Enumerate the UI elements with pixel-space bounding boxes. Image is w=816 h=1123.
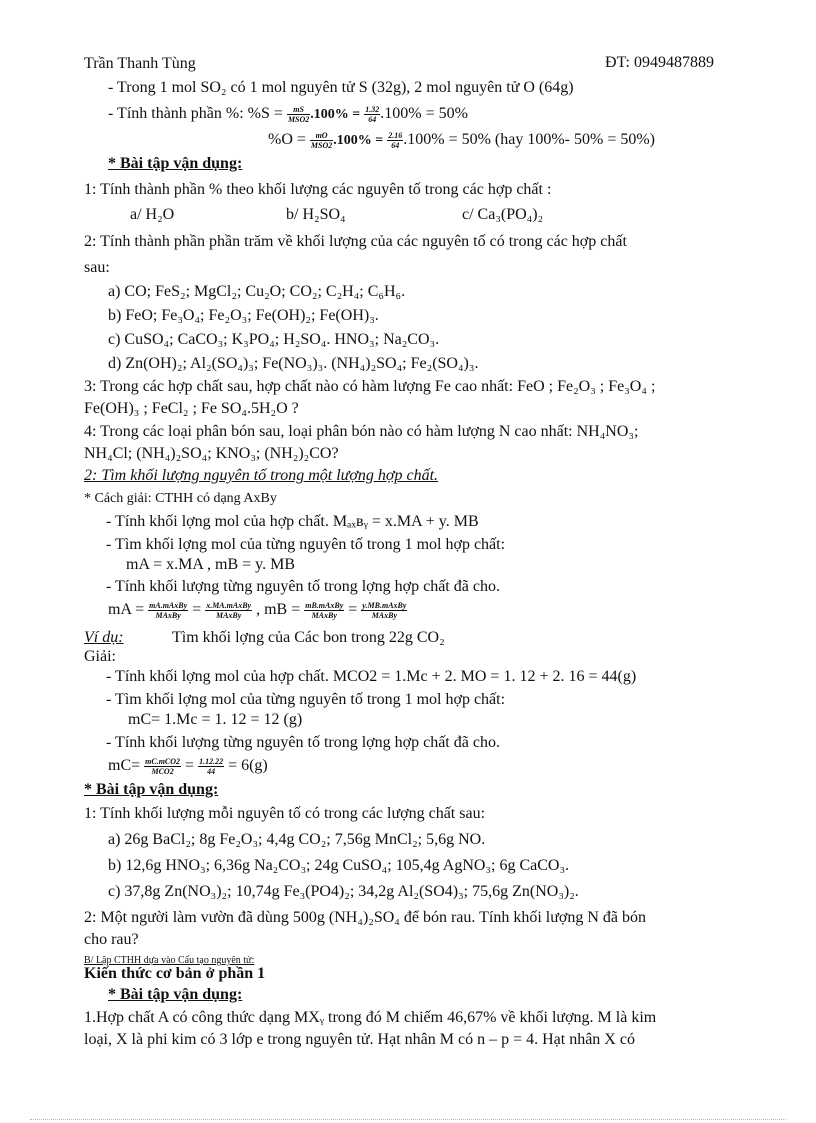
fraction-ma-2: $\frac{\text{x.MA.mAxBy}}{\text{MAxBy}}$ (206, 600, 252, 620)
fraction-s-value: $\frac{1.32}{64}$ (365, 104, 380, 124)
exercise-2-question-2-line-2: cho rau? (84, 931, 139, 948)
example-text: Tìm khối lợng của Các bon trong 22g CO₂ (172, 629, 445, 646)
fraction-s: $\frac{mS}{\text{MSO2}}$ (287, 104, 310, 124)
exercise-2-item: c) 37,8g Zn(NO₃)₂; 10,74g Fe₃(PO4)₂; 34,2g Al₂(SO4)₃; 75,6g Zn(NO₃)₂. (108, 883, 579, 900)
question-2-item: d) Zn(OH)₂; Al₂(SO₄)₃; Fe(NO₃)₃. (NH₄)₂SO₄; Fe₂(SO₄)₃. (108, 355, 479, 372)
question-1c: c/ Ca₃(PO₄)₂ (462, 206, 544, 223)
exercise-heading-1: * Bài tập vận dụng: (108, 155, 243, 172)
question-3-line-1: 3: Trong các hợp chất sau, hợp chất nào có hàm lượng Fe cao nhất: FeO ; Fe₂O₃ ; Fe₃O₄ ; (84, 378, 656, 395)
exercise-2-item: a) 26g BaCl₂; 8g Fe₂O₃; 4,4g CO₂; 7,56g MnCl₂; 5,6g NO. (108, 831, 486, 848)
question-2-line-1: 2: Tính thành phần phần trăm về khối lượng của các nguyên tố có trong các hợp chất (84, 233, 627, 250)
fraction-o-value: $\frac{2.16}{64}$ (388, 130, 403, 150)
fraction-mc-1: $\frac{\text{mC.mCO2}}{\text{MCO2}}$ (145, 756, 181, 776)
question-2-line-2: sau: (84, 259, 110, 276)
section-b-problem-line-1: 1.Hợp chất A có công thức dạng MXᵧ trong đó M chiếm 46,67% về khối lượng. M là kim (84, 1009, 657, 1026)
question-3-line-2: Fe(OH)₃ ; FeCl₂ ; Fe SO₄.5H₂O ? (84, 400, 299, 417)
question-1b: b/ H₂SO₄ (286, 206, 346, 223)
fraction-ma-1: $\frac{\text{mA.mAxBy}}{\text{MAxBy}}$ (149, 600, 188, 620)
intro-line-2: - Tính thành phần %: %S = $\frac{mS}{\text{MSO2}}$ .100% = $\frac{1.32}{64}$ .100% = 50% (108, 104, 468, 124)
exercise-heading-3: * Bài tập vận dụng: (108, 986, 243, 1003)
exercise-2-question-1: 1: Tính khối lượng mỗi nguyên tố có trong các lượng chất sau: (84, 805, 486, 822)
method-step-1: - Tính khối lợng mol của hợp chất. Mₐₓʙᵧ = x.MA + y. MB (106, 513, 479, 530)
method-step-4: - Tính khối lượng từng nguyên tố trong lợng hợp chất đã cho. (106, 578, 500, 595)
section-b-problem-line-2: loại, X là phi kim có 3 lớp e trong nguyên tử. Hạt nhân M có n – p = 4. Hạt nhân X có (84, 1031, 635, 1048)
question-1: 1: Tính thành phần % theo khối lượng các nguyên tố trong các hợp chất : (84, 181, 552, 198)
solution-step-2: - Tìm khối lợng mol của từng nguyên tố trong 1 mol hợp chất: (106, 691, 506, 708)
solution-step-4: - Tính khối lượng từng nguyên tố trong lợng hợp chất đã cho. (106, 734, 500, 751)
question-4-line-1: 4: Trong các loại phân bón sau, loại phân bón nào có hàm lượng N cao nhất: NH₄NO₃; (84, 423, 639, 440)
fraction-mb-2: $\frac{\text{y.MB.mAxBy}}{\text{MAxBy}}$ (362, 600, 407, 620)
solution-formula: mC= $\frac{\text{mC.mCO2}}{\text{MCO2}}$ = $\frac{1.12.22}{44}$ = 6(g) (108, 756, 268, 776)
question-1a: a/ H₂O (130, 206, 175, 223)
exercise-2-item: b) 12,6g HNO₃; 6,36g Na₂CO₃; 24g CuSO₄; 105,4g AgNO₃; 6g CaCO₃. (108, 857, 570, 874)
method-intro: * Cách giải: CTHH có dạng AxBy (84, 491, 277, 506)
exercise-2-question-2-line-1: 2: Một người làm vườn đã dùng 500g (NH₄)₂SO₄ để bón rau. Tính khối lượng N đã bón (84, 909, 647, 926)
fraction-o: $\frac{mO}{\text{MSO2}}$ (310, 130, 333, 150)
example-label: Ví dụ: (84, 629, 124, 646)
question-2-item: b) FeO; Fe₃O₄; Fe₂O₃; Fe(OH)₂; Fe(OH)₃. (108, 307, 379, 324)
method-step-3: mA = x.MA , mB = y. MB (126, 556, 296, 573)
question-4-line-2: NH₄Cl; (NH₄)₂SO₄; KNO₃; (NH₂)₂CO? (84, 445, 339, 462)
intro-line-1: - Trong 1 mol SO₂ có 1 mol nguyên tử S (32g), 2 mol nguyên tử O (64g) (108, 79, 574, 96)
question-2-item: a) CO; FeS₂; MgCl₂; Cu₂O; CO₂; C₂H₄; C₆H₆. (108, 283, 406, 300)
solution-label: Giải: (84, 648, 116, 665)
exercise-heading-2: * Bài tập vận dụng: (84, 781, 219, 798)
section-2-title: 2: Tìm khối lượng nguyên tố trong một lượng hợp chất. (84, 467, 439, 484)
section-b-subtitle: B/ Lập CTHH dựa vào Cấu tạo nguyên tử: (84, 955, 255, 966)
method-step-2: - Tìm khối lợng mol của từng nguyên tố trong 1 mol hợp chất: (106, 536, 506, 553)
page-bottom-divider (30, 1119, 786, 1120)
percent-s-label: - Tính thành phần %: %S = (108, 105, 283, 122)
fraction-mc-2: $\frac{1.12.22}{44}$ (199, 756, 224, 776)
section-b-title: Kiến thức cơ bản ở phần 1 (84, 965, 266, 982)
fraction-mb-1: $\frac{\text{mB.mAxBy}}{\text{MAxBy}}$ (305, 600, 344, 620)
solution-step-1: - Tính khối lợng mol của hợp chất. MCO2 = 1.Mc + 2. MO = 1. 12 + 2. 16 = 44(g) (106, 668, 637, 685)
method-formula: mA = $\frac{\text{mA.mAxBy}}{\text{MAxBy}}$ = $\frac{\text{x.MA.mAxBy}}{\text{MAxBy}}$ , mB = $\frac{\text{mB.mAxBy}}{\text{MAxBy}}$ = $\frac{\text{y.MB.mAxBy}}{\text{MAxBy}}$ (108, 600, 407, 620)
solution-step-3: mC= 1.Mc = 1. 12 = 12 (g) (128, 711, 303, 728)
author-name: Trần Thanh Tùng (84, 55, 196, 72)
question-2-item: c) CuSO₄; CaCO₃; K₃PO₄; H₂SO₄. HNO₃; Na₂CO₃. (108, 331, 440, 348)
intro-line-3: %O = $\frac{mO}{\text{MSO2}}$ .100% = $\frac{2.16}{64}$ .100% = 50% (hay 100%- 50% = 50%) (268, 130, 656, 150)
phone-number: ĐT: 0949487889 (605, 54, 714, 71)
